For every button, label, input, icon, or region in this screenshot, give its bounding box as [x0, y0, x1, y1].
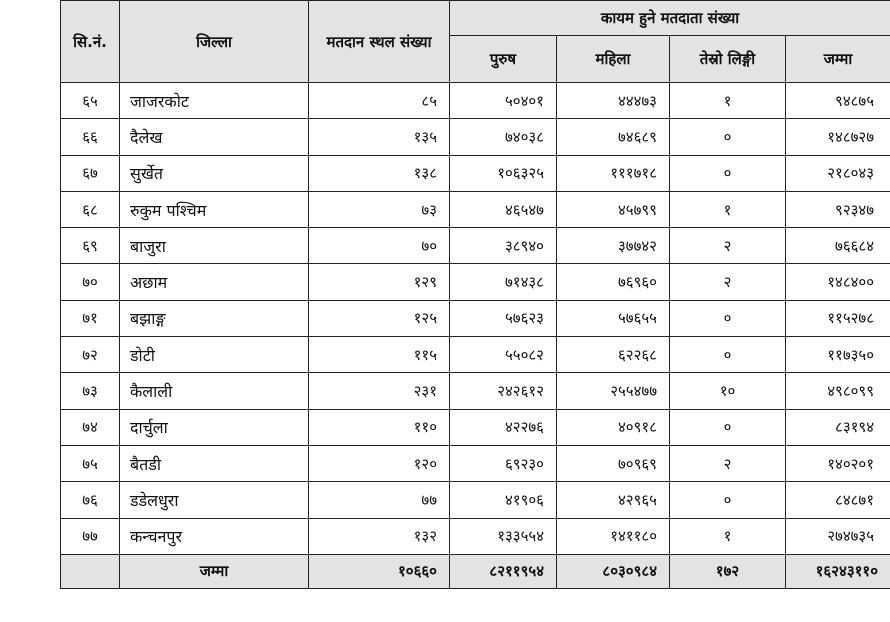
cell-female: २५५४७७ [557, 373, 670, 409]
cell-male: ४१९०६ [450, 482, 557, 518]
cell-sn: ६५ [61, 83, 120, 119]
table-row [61, 445, 890, 481]
cell-male: ५५०८२ [450, 337, 557, 373]
header-voters-group: कायम हुने मतदाता संख्या [450, 1, 890, 36]
cell-third-gender: ० [670, 337, 786, 373]
cell-total: १४८४०० [786, 264, 890, 300]
cell-district: जाजरकोट [120, 83, 309, 119]
cell-sn: ७५ [61, 445, 120, 481]
table-body [61, 83, 890, 589]
cell-female: ४२९६५ [557, 482, 670, 518]
cell-sn: ७१ [61, 300, 120, 336]
cell-total: ११७३५० [786, 337, 890, 373]
cell-district: सुर्खेत [120, 155, 309, 191]
cell-sn: ७० [61, 264, 120, 300]
cell-female: ४५७९९ [557, 191, 670, 227]
cell-district: डोटी [120, 337, 309, 373]
cell-places: १२५ [309, 300, 450, 336]
total-male: ८२११९५४ [450, 554, 557, 588]
cell-district: कन्चनपुर [120, 518, 309, 554]
cell-places: १३८ [309, 155, 450, 191]
total-third-gender: १७२ [670, 554, 786, 588]
table-row [61, 228, 890, 264]
header-total: जम्मा [786, 36, 890, 83]
cell-sn: ७३ [61, 373, 120, 409]
cell-district: बाजुरा [120, 228, 309, 264]
total-grand: १६२४३११० [786, 554, 890, 588]
cell-third-gender: ० [670, 119, 786, 155]
cell-places: ७० [309, 228, 450, 264]
cell-third-gender: ० [670, 409, 786, 445]
cell-male: ७४०३८ [450, 119, 557, 155]
cell-female: ७४६८९ [557, 119, 670, 155]
cell-third-gender: १ [670, 83, 786, 119]
total-label: जम्मा [120, 554, 309, 588]
cell-sn: ७७ [61, 518, 120, 554]
cell-district: बझाङ्ग [120, 300, 309, 336]
cell-places: २३१ [309, 373, 450, 409]
cell-total: १४८७२७ [786, 119, 890, 155]
cell-places: ११० [309, 409, 450, 445]
table-row [61, 264, 890, 300]
total-row [61, 554, 890, 588]
cell-district: रुकुम पश्चिम [120, 191, 309, 227]
total-sn-cell [61, 554, 120, 588]
cell-third-gender: १ [670, 518, 786, 554]
cell-male: १०६३२५ [450, 155, 557, 191]
cell-third-gender: ० [670, 482, 786, 518]
header-sn: सि.नं. [61, 1, 120, 83]
header-male: पुरुष [450, 36, 557, 83]
cell-female: ५७६५५ [557, 300, 670, 336]
cell-total: ९२३४७ [786, 191, 890, 227]
cell-district: बैतडी [120, 445, 309, 481]
cell-total: १४०२०१ [786, 445, 890, 481]
cell-third-gender: ० [670, 300, 786, 336]
cell-district: दैलेख [120, 119, 309, 155]
cell-sn: ७६ [61, 482, 120, 518]
cell-female: ४४४७३ [557, 83, 670, 119]
cell-male: ५०४०१ [450, 83, 557, 119]
total-female: ८०३०९८४ [557, 554, 670, 588]
cell-total: ९४८७५ [786, 83, 890, 119]
cell-total: २१८०४३ [786, 155, 890, 191]
cell-places: १३५ [309, 119, 450, 155]
table-row [61, 300, 890, 336]
cell-sn: ६८ [61, 191, 120, 227]
cell-sn: ७२ [61, 337, 120, 373]
table-row [61, 155, 890, 191]
cell-places: १२० [309, 445, 450, 481]
cell-third-gender: १ [670, 191, 786, 227]
cell-total: २७४७३५ [786, 518, 890, 554]
cell-total: ८४८७१ [786, 482, 890, 518]
table-row [61, 191, 890, 227]
cell-female: १४११८० [557, 518, 670, 554]
table-row [61, 83, 890, 119]
cell-third-gender: २ [670, 445, 786, 481]
cell-male: ५७६२३ [450, 300, 557, 336]
cell-district: दार्चुला [120, 409, 309, 445]
cell-male: ६९२३० [450, 445, 557, 481]
table-row [61, 409, 890, 445]
table-row [61, 373, 890, 409]
cell-female: १११७१८ [557, 155, 670, 191]
cell-total: ११५२७८ [786, 300, 890, 336]
header-third-gender: तेस्रो लिङ्गी [670, 36, 786, 83]
cell-female: ३७७४२ [557, 228, 670, 264]
header-district: जिल्ला [120, 1, 309, 83]
cell-male: १३३५५४ [450, 518, 557, 554]
cell-female: ६२२६८ [557, 337, 670, 373]
cell-places: ११५ [309, 337, 450, 373]
cell-total: ७६६८४ [786, 228, 890, 264]
cell-male: ३८९४० [450, 228, 557, 264]
table-row [61, 518, 890, 554]
cell-places: ८५ [309, 83, 450, 119]
cell-total: ८३१९४ [786, 409, 890, 445]
header-row-top [61, 1, 890, 36]
header-polling-places: मतदान स्थल संख्या [309, 1, 450, 83]
cell-third-gender: २ [670, 264, 786, 300]
cell-district: कैलाली [120, 373, 309, 409]
cell-male: ७१४३८ [450, 264, 557, 300]
voter-statistics-table [60, 0, 890, 589]
cell-male: ४६५४७ [450, 191, 557, 227]
table-row [61, 482, 890, 518]
cell-third-gender: २ [670, 228, 786, 264]
cell-district: डडेलधुरा [120, 482, 309, 518]
cell-third-gender: १० [670, 373, 786, 409]
cell-male: ४२२७६ [450, 409, 557, 445]
cell-male: २४२६१२ [450, 373, 557, 409]
cell-district: अछाम [120, 264, 309, 300]
cell-places: १२९ [309, 264, 450, 300]
cell-third-gender: ० [670, 155, 786, 191]
header-female: महिला [557, 36, 670, 83]
cell-female: ७६९६० [557, 264, 670, 300]
cell-sn: ७४ [61, 409, 120, 445]
cell-total: ४९८०९९ [786, 373, 890, 409]
cell-sn: ६९ [61, 228, 120, 264]
total-places: १०६६० [309, 554, 450, 588]
cell-sn: ६६ [61, 119, 120, 155]
table-row [61, 337, 890, 373]
cell-female: ७०९६९ [557, 445, 670, 481]
cell-places: ७७ [309, 482, 450, 518]
cell-places: ७३ [309, 191, 450, 227]
cell-female: ४०९१८ [557, 409, 670, 445]
table-row [61, 119, 890, 155]
cell-places: १३२ [309, 518, 450, 554]
cell-sn: ६७ [61, 155, 120, 191]
